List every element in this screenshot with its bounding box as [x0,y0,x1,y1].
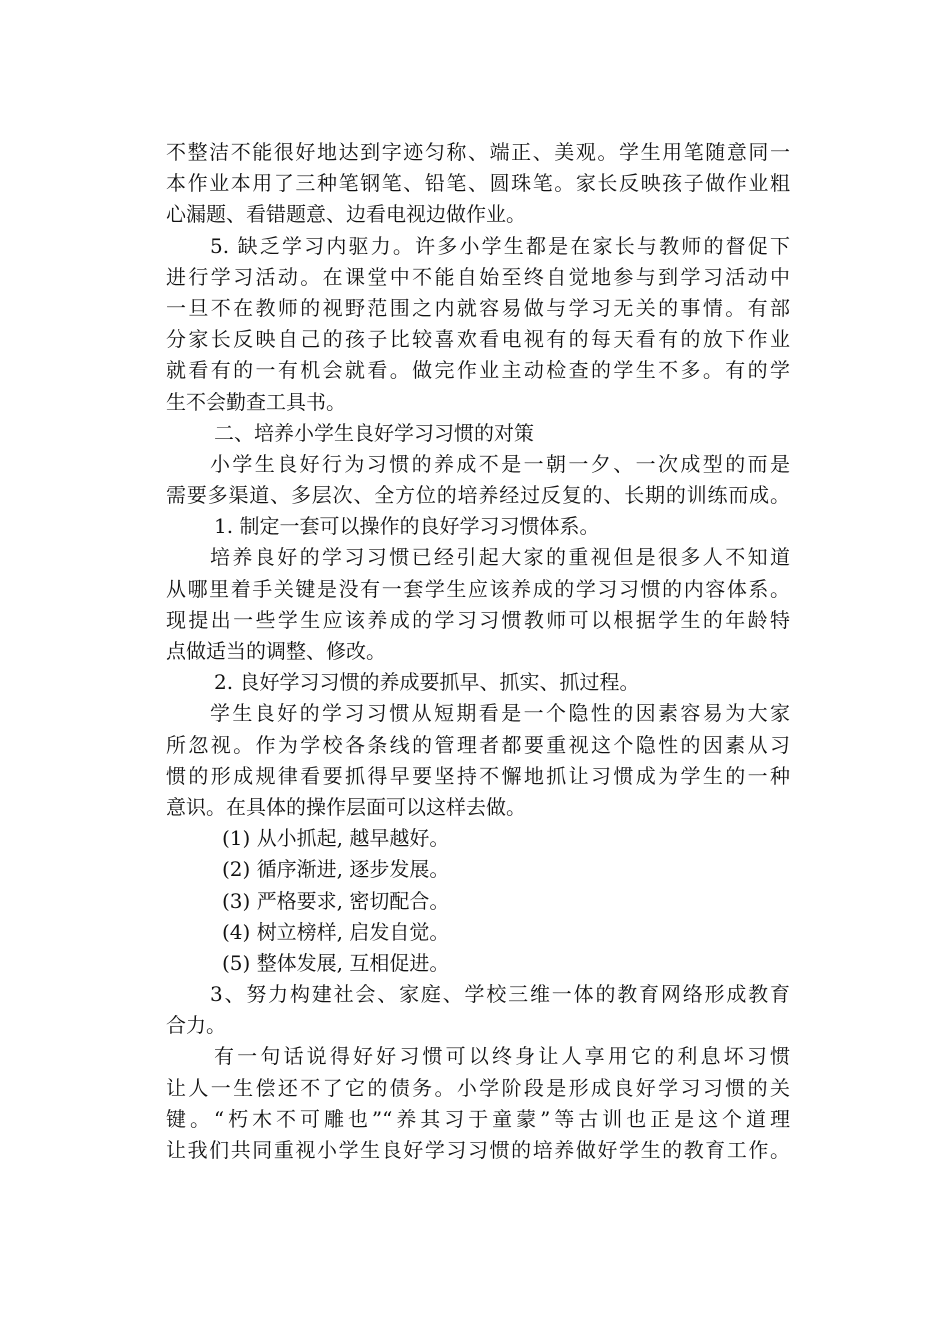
text-line: 分家长反映自己的孩子比较喜欢看电视有的每天看有的放下作业 [166,327,790,352]
text-line: 从哪里着手关键是没有一套学生应该养成的学习习惯的内容体系。 [166,576,790,601]
text-line: 进行学习活动。在课堂中不能自始至终自觉地参与到学习活动中 [166,264,790,289]
text-line: 有一句话说得好好习惯可以终身让人享用它的利息坏习惯 [214,1044,790,1069]
text-line: 心漏题、看错题意、边看电视边做作业。 [166,202,526,227]
text-line: 二、培养小学生良好学习习惯的对策 [214,420,534,445]
text-line: 需要多渠道、多层次、全方位的培养经过反复的、长期的训练而成。 [166,483,790,508]
text-line: 让我们共同重视小学生良好学习习惯的培养做好学生的教育工作。 [166,1138,790,1162]
text-line: 让人一生偿还不了它的债务。小学阶段是形成良好学习习惯的关 [166,1075,790,1100]
text-line: 小学生良好行为习惯的养成不是一朝一夕、一次成型的而是 [210,451,790,476]
text-line: 意识。在具体的操作层面可以这样去做。 [166,794,526,819]
text-line: 1. 制定一套可以操作的良好学习习惯体系。 [214,514,600,539]
text-line: (3) 严格要求, 密切配合。 [222,888,450,913]
text-line: 就看有的一有机会就看。做完作业主动检查的学生不多。有的学 [166,358,790,383]
text-line: 生不会勤查工具书。 [166,389,346,414]
text-line: 一旦不在教师的视野范围之内就容易做与学习无关的事情。有部 [166,295,790,320]
text-line: 5. 缺乏学习内驱力。许多小学生都是在家长与教师的督促下 [210,233,790,258]
text-line: 3、努力构建社会、家庭、学校三维一体的教育网络形成教育 [210,982,790,1007]
text-line: 2. 良好学习习惯的养成要抓早、抓实、抓过程。 [214,670,640,695]
text-line: 培养良好的学习习惯已经引起大家的重视但是很多人不知道 [210,545,790,570]
text-line: 学生良好的学习习惯从短期看是一个隐性的因素容易为大家 [210,701,790,726]
document-body [166,137,790,1166]
text-line: 所忽视。作为学校各条线的管理者都要重视这个隐性的因素从习 [166,732,790,757]
text-line: 惯的形成规律看要抓得早要坚持不懈地抓让习惯成为学生的一种 [166,763,790,788]
text-line: 点做适当的调整、修改。 [166,639,386,663]
text-line: (2) 循序渐进, 逐步发展。 [222,857,450,882]
text-line: (4) 树立榜样, 启发自觉。 [222,919,450,944]
text-line: 不整洁不能很好地达到字迹匀称、端正、美观。学生用笔随意同一 [166,140,790,164]
text-line: 现提出一些学生应该养成的学习习惯教师可以根据学生的年龄特 [166,607,790,632]
text-line: (5) 整体发展, 互相促进。 [222,950,450,975]
text-line: 键。“朽木不可雕也”“养其习于童蒙”等古训也正是这个道理 [166,1106,790,1131]
text-line: (1) 从小抓起, 越早越好。 [222,826,450,851]
text-line: 本作业本用了三种笔钢笔、铅笔、圆珠笔。家长反映孩子做作业粗 [166,171,790,196]
text-line: 合力。 [166,1013,226,1038]
